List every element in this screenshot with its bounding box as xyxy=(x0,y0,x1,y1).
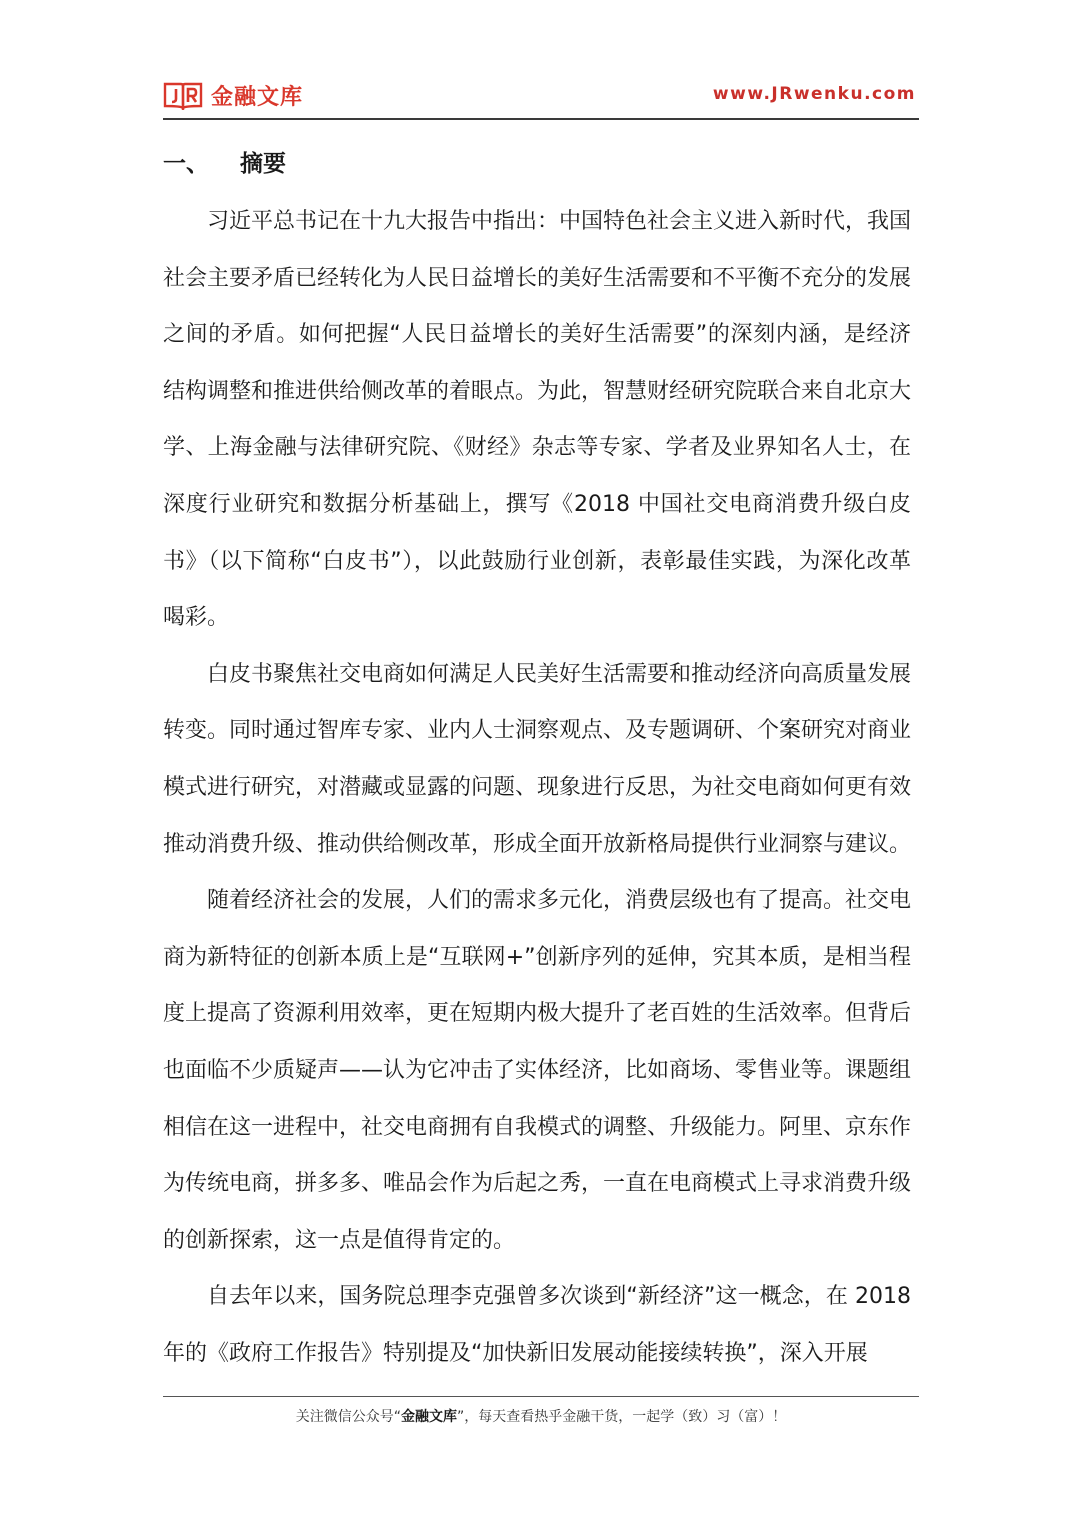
paragraph-4: 自去年以来，国务院总理李克强曾多次谈到“新经济”这一概念，在 2018 年的《政府工作报告》特别提及“加快新旧发展动能接续转换”，深入开展 xyxy=(163,1284,911,1366)
page-header xyxy=(163,72,919,118)
paragraph-2: 白皮书聚焦社交电商如何满足人民美好生活需要和推动经济向高质量发展转变。同时通过智库专家、业内人士洞察观点、及专题调研、个案研究对商业模式进行研究，对潜藏或显露的问题、现象进行反思，为社交电商如何更有效推动消费升级、推动供给侧改革，形成全面开放新格局提供行业洞察与建议。 xyxy=(163,661,912,857)
section-heading xyxy=(163,128,911,194)
footer-suffix: ”，每天查看热乎金融干货，一起学（致）习（富）！ xyxy=(457,1409,787,1425)
footer-prefix: 关注微信公众号“ xyxy=(295,1409,401,1425)
footer-divider xyxy=(163,1396,919,1397)
paragraph-3: 随着经济社会的发展，人们的需求多元化，消费层级也有了提高。社交电商为新特征的创新本质上是“互联网+”创新序列的延伸，究其本质，是相当程度上提高了资源利用效率，更在短期内极大提升了老百姓的生活效率。但背后也面临不少质疑声——认为它冲击了实体经济，比如商场、零售业等。课题组相信在这一进程中，社交电商拥有自我模式的调整、升级能力。阿里、京东作为传统电商，拼多多、唯品会作为后起之秀，一直在电商模式上寻求消费升级的创新探索，这一点是值得肯定的。 xyxy=(163,888,912,1253)
section-title: 摘要 xyxy=(240,151,286,177)
site-url-link[interactable]: www.JRwenku.com xyxy=(712,84,916,104)
brand-name: 金融文库 xyxy=(211,84,304,110)
footer-account-name: 金融文库 xyxy=(401,1409,457,1425)
page-footer xyxy=(163,1406,919,1426)
brand-logo[interactable] xyxy=(163,78,303,112)
jr-book-icon xyxy=(163,80,203,110)
header-divider xyxy=(163,118,919,120)
paragraph-1: 习近平总书记在十九大报告中指出：中国特色社会主义进入新时代，我国社会主要矛盾已经转化为人民日益增长的美好生活需要和不平衡不充分的发展之间的矛盾。如何把握“人民日益增长的美好生活需要”的深刻内涵，是经济结构调整和推进供给侧改革的着眼点。为此，智慧财经研究院联合来自北京大学、上海金融与法律研究院、《财经》杂志等专家、学者及业界知名人士，在深度行业研究和数据分析基础上，撰写《2018 中国社交电商消费升级白皮书》（以下简称“白皮书”），以此鼓励行业创新，表彰最佳实践，为深化改革喝彩。 xyxy=(163,209,912,631)
document-body xyxy=(163,128,911,1382)
section-number: 一、 xyxy=(163,151,209,177)
